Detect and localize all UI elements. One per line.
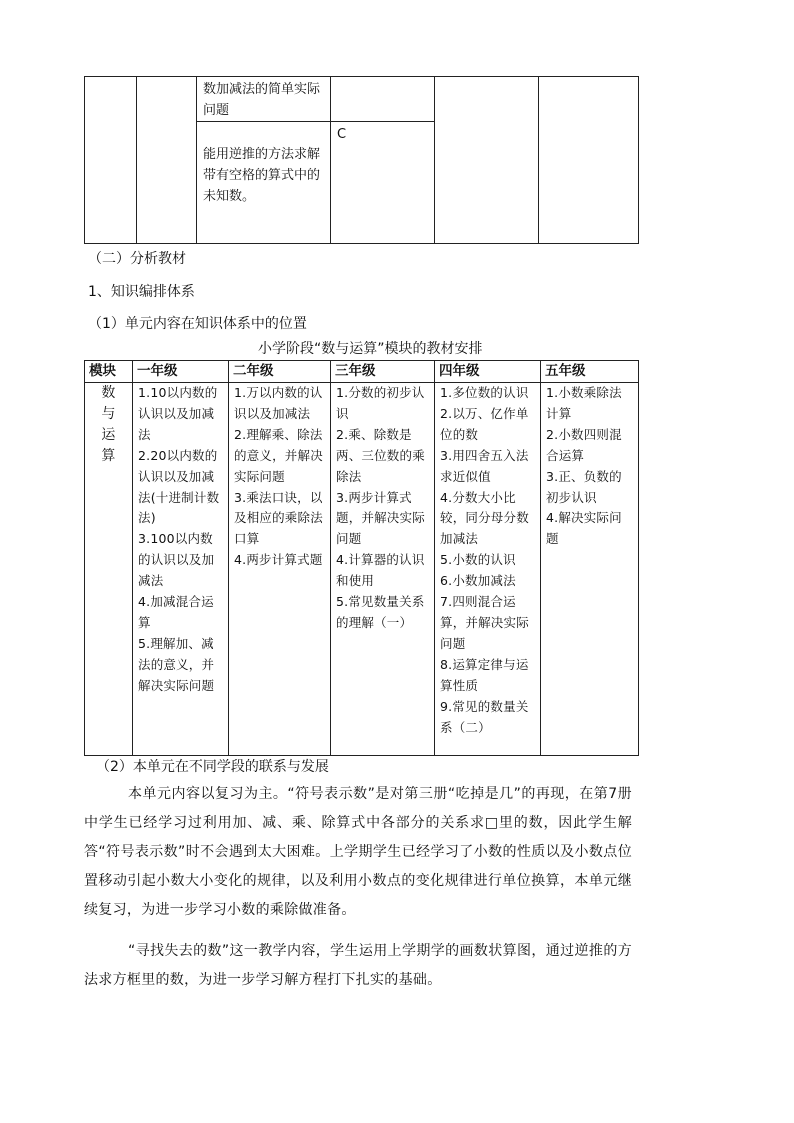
module-char: 数 bbox=[101, 385, 116, 401]
empty-cell bbox=[85, 77, 137, 244]
header-grade5: 五年级 bbox=[541, 361, 639, 383]
list-item: 1.多位数的认识 bbox=[440, 385, 529, 400]
list-item: 2.以万、亿作单位的数 bbox=[440, 405, 529, 442]
header-grade2: 二年级 bbox=[229, 361, 331, 383]
list-item: 1.万以内数的认识以及加减法 bbox=[234, 385, 323, 421]
list-item: 1.小数乘除法计算 bbox=[546, 385, 622, 421]
objective-text: 数加减法的简单实际问题 bbox=[203, 82, 321, 118]
list-item: 4.加减混合运算 bbox=[138, 594, 214, 630]
grade4-cell bbox=[435, 383, 541, 756]
module-cell bbox=[85, 383, 133, 756]
list-item: 6.小数加减法 bbox=[440, 573, 516, 589]
point2-title: （2）本单元在不同学段的联系与发展 bbox=[96, 759, 329, 775]
list-item: 5.常见数量关系的理解（一） bbox=[336, 594, 425, 630]
list-item: 7.四则混合运算，并解决实际问题 bbox=[440, 594, 529, 651]
section-title: （二）分析教材 bbox=[88, 251, 186, 267]
header-module: 模块 bbox=[85, 361, 133, 383]
list-item: 9.常见的数量关系（二） bbox=[440, 698, 529, 735]
objective-text: 能用逆推的方法求解带有空格的算式中的未知数。 bbox=[203, 147, 321, 204]
list-item: 4.两步计算式题 bbox=[234, 552, 323, 568]
grade1-cell bbox=[133, 383, 229, 756]
continued-table bbox=[84, 76, 639, 244]
list-item: 3.100以内数的认识以及加减法 bbox=[138, 531, 215, 589]
empty-cell bbox=[137, 77, 197, 244]
empty-cell bbox=[331, 77, 435, 122]
empty-cell bbox=[539, 77, 639, 244]
list-item: 1.10以内数的认识以及加减法 bbox=[138, 385, 218, 442]
list-item: 3.用四舍五入法求近似值 bbox=[440, 447, 529, 484]
grade5-cell bbox=[541, 383, 639, 756]
list-item: 2.理解乘、除法的意义，并解决实际问题 bbox=[234, 426, 323, 484]
list-item: 4.解决实际问题 bbox=[546, 510, 622, 547]
level-cell bbox=[331, 122, 435, 244]
list-item: 3.两步计算式题，并解决实际问题 bbox=[336, 489, 425, 547]
table-header-row bbox=[85, 361, 639, 383]
list-item: 4.计算器的认识和使用 bbox=[336, 552, 425, 589]
list-item: 2.20以内数的认识以及加减法(十进制计数法) bbox=[138, 447, 220, 526]
paragraph-2: “寻找失去的数”这一教学内容，学生运用上学期学的画数状算图，通过逆推的方法求方框里的数，为进一步学习解方程打下扎实的基础。 bbox=[84, 943, 632, 988]
list-item: 5.理解加、减法的意义，并解决实际问题 bbox=[138, 635, 215, 693]
grade2-cell bbox=[229, 383, 331, 756]
header-grade4: 四年级 bbox=[435, 361, 541, 383]
grade3-cell bbox=[331, 383, 435, 756]
objective-cell bbox=[197, 122, 331, 244]
list-item: 2.小数四则混合运算 bbox=[546, 426, 622, 463]
table-caption: 小学阶段“数与运算”模块的教材安排 bbox=[258, 341, 483, 357]
header-grade3: 三年级 bbox=[331, 361, 435, 383]
list-item: 8.运算定律与运算性质 bbox=[440, 656, 529, 693]
list-item: 5.小数的认识 bbox=[440, 552, 516, 568]
list-item: 2.乘、除数是两、三位数的乘除法 bbox=[336, 426, 425, 484]
level-text: C bbox=[337, 127, 347, 142]
list-item: 4.分数大小比较，同分母分数加减法 bbox=[440, 489, 529, 547]
empty-cell bbox=[435, 77, 539, 244]
objective-cell bbox=[197, 77, 331, 122]
list-item: 3.乘法口诀，以及相应的乘除法口算 bbox=[234, 489, 323, 547]
module-char: 运 bbox=[101, 426, 116, 443]
table-row bbox=[85, 383, 639, 756]
curriculum-table bbox=[84, 360, 639, 756]
list-item: 1.分数的初步认识 bbox=[336, 385, 425, 421]
header-grade1: 一年级 bbox=[133, 361, 229, 383]
module-char: 算 bbox=[101, 447, 116, 464]
paragraph-1: 本单元内容以复习为主。“符号表示数”是对第三册“吃掉是几”的再现，在第7册中学生已经学习过利用加、减、乘、除算式中各部分的关系求□里的数，因此学生解答“符号表示数”时不会遇到太大困难。上学期学生已经学习了小数的性质以及小数点位置移动引起小数大小变化的规律，以及利用小数点的变化规律进行单位换算，本单元继续复习，为进一步学习小数的乘除做准备。 bbox=[84, 786, 632, 918]
subsection-title: 1、知识编排体系 bbox=[88, 284, 195, 300]
list-item: 3.正、负数的初步认识 bbox=[546, 468, 622, 505]
module-char: 与 bbox=[101, 405, 116, 422]
point1-title: （1）单元内容在知识体系中的位置 bbox=[88, 316, 307, 332]
